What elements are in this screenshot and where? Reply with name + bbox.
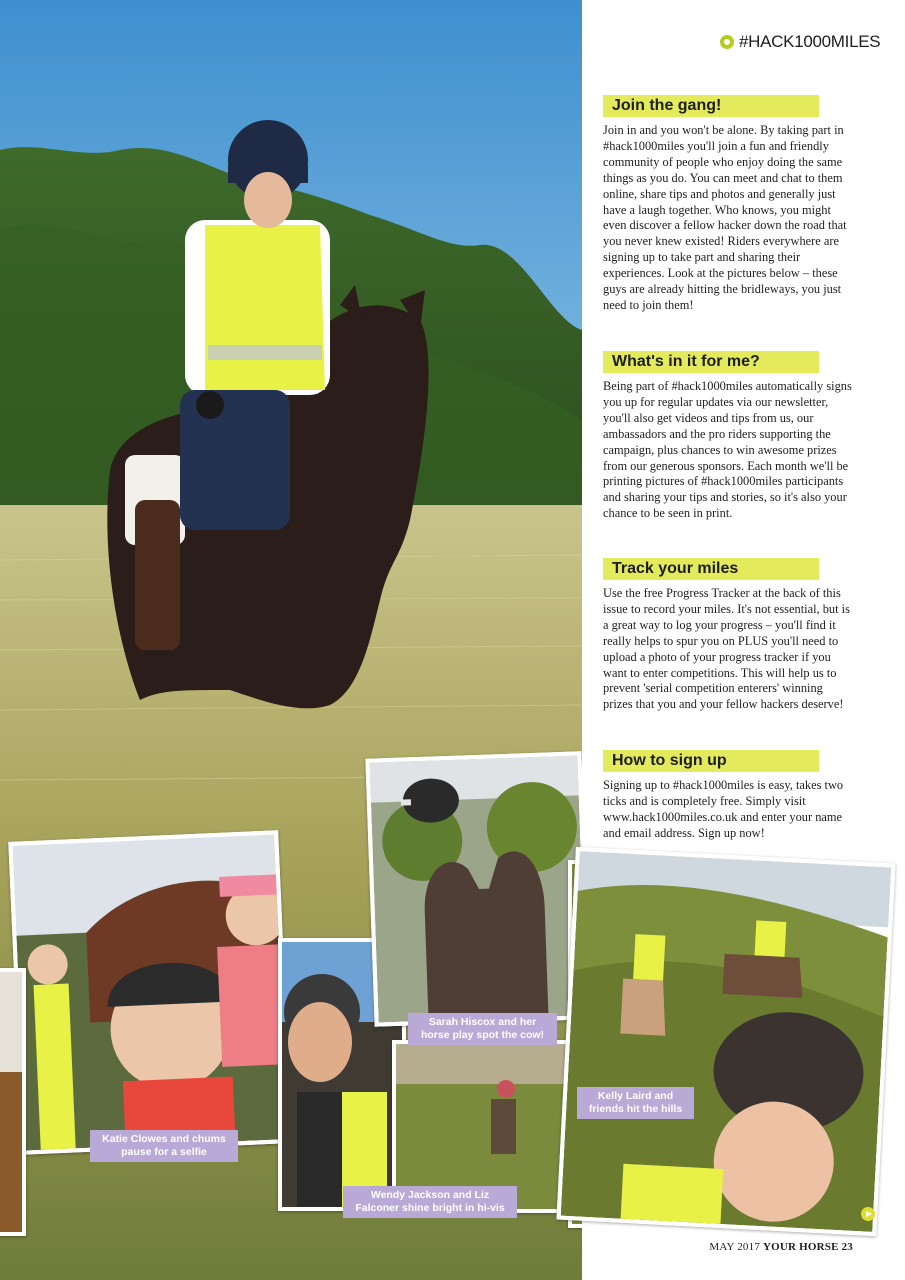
caption-sarah bbox=[408, 1013, 557, 1045]
horseshoe-icon bbox=[720, 35, 734, 49]
section-heading: How to sign up bbox=[603, 750, 819, 772]
section-body: Signing up to #hack1000miles is easy, takes two ticks and is completely free. Simply visit www.hack1000miles.co.uk and enter your name and email address. Sign up now! bbox=[603, 778, 844, 840]
katie-selfie-illustration bbox=[12, 834, 287, 1150]
caption-kelly-text: Kelly Laird and friends hit the hills bbox=[588, 1090, 683, 1115]
edge-photo bbox=[0, 968, 26, 1236]
caption-wendy bbox=[343, 1186, 517, 1218]
footer-page-number: 23 bbox=[841, 1241, 853, 1253]
next-page-icon bbox=[861, 1207, 875, 1221]
caption-katie-text: Katie Clowes and chums pause for a selfie bbox=[102, 1133, 226, 1158]
caption-wendy-text: Wendy Jackson and Liz Falconer shine bright in hi-vis bbox=[355, 1189, 505, 1214]
kelly-photo bbox=[556, 847, 895, 1236]
caption-katie bbox=[90, 1130, 238, 1162]
section-benefits bbox=[603, 351, 855, 522]
trail-illustration bbox=[396, 1044, 576, 1209]
section-signup bbox=[603, 750, 855, 842]
section-heading: Track your miles bbox=[603, 558, 819, 580]
section-track bbox=[603, 558, 855, 713]
hashtag-text: #HACK1000MILES bbox=[739, 32, 881, 51]
edge-photo-illustration bbox=[0, 972, 22, 1232]
katie-photo bbox=[8, 830, 291, 1154]
section-body: Join in and you won't be alone. By taking part in #hack1000miles you'll join a fun and friendly community of people who enjoy doing the same things as you do. You can meet and chat to them online, share tips and photos and generally just have a laugh together. Who knows, you might even discover a fellow hacker down the road that you never knew existed! Riders everywhere are signing up to take part and sharing their experiences. Look at the pictures below – these guys are already hitting the bridleways, you just need to join them! bbox=[603, 123, 847, 312]
section-heading: What's in it for me? bbox=[603, 351, 819, 373]
sarah-photo bbox=[365, 751, 582, 1026]
caption-kelly bbox=[577, 1087, 694, 1119]
kelly-hills-illustration bbox=[561, 851, 892, 1232]
section-body: Being part of #hack1000miles automatically signs you up for regular updates via our newsletter, you'll also get videos and tips from us, our ambassadors and the pro riders supporting the campaign, plus chances to win awesome prizes from our generous sponsors. Each month we'll be printing pictures of #hack1000miles participants and sharing your tips and stories, so it's also your chance to be seen in print. bbox=[603, 379, 852, 521]
sarah-cow-illustration bbox=[370, 755, 582, 1022]
footer-issue: MAY 2017 bbox=[709, 1241, 761, 1253]
section-heading: Join the gang! bbox=[603, 95, 819, 117]
caption-sarah-text: Sarah Hiscox and her horse play spot the cow! bbox=[420, 1016, 545, 1041]
page-footer bbox=[709, 1241, 853, 1253]
hashtag-header bbox=[720, 30, 880, 54]
section-join bbox=[603, 95, 855, 314]
footer-magazine: YOUR HORSE bbox=[762, 1241, 839, 1253]
section-body: Use the free Progress Tracker at the back of this issue to record your miles. It's not essential, but is a great way to log your progress – you'll find it really helps to spur you on PLUS you'll need to upload a photo of your progress tracker if you want to enter competitions. This will help us to prevent 'serial competition enterers' winning prizes that you and your fellow hackers deserve! bbox=[603, 586, 850, 712]
